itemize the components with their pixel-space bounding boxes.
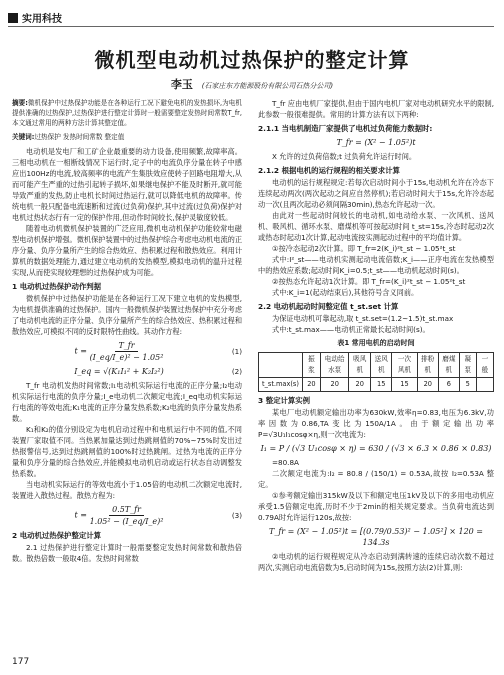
table-header-cell: 电动给水泵 bbox=[320, 353, 349, 378]
table-cell: 5 bbox=[459, 378, 476, 392]
list-item-note: 式中:I²_st——电动机实测起动电流倍数;K_i——正序电流在发热模型中的热效应系数;起动时间K_i=0.5;t_st——电动机起动时间(s)。 bbox=[258, 255, 494, 275]
subsection-heading: 2.1.1 当电机制造厂家提供了电机过负荷能力数据时: bbox=[258, 124, 433, 133]
paragraph: 随着电动机微机保护装置的广泛应用,微机电动机保护功能较常电磁型电动机保护增强。微机保护装置中的过热保护综合考虑电动机电流的正序分量、负序分量所产生的综合热效应、热积累过程和散热效应。利用计算机的数据处理能力,通过建立电动机的发热模型,模拟电动机的温升过程实现,从而使实现较理想的过热保护成为可能。 bbox=[12, 224, 243, 277]
table-header-row bbox=[259, 353, 494, 378]
equation-result: =80.8A bbox=[272, 458, 299, 467]
paragraph: T_fr 应由电机厂家提供,但由于国内电机厂家对电动机研究水平的限制,此参数一般很难提供。常用的计算方法有以下两种: bbox=[258, 99, 494, 119]
table-cell: 15 bbox=[392, 378, 417, 392]
eq1-number: (1) bbox=[231, 347, 242, 356]
paragraph: 由此对一些起动时间较长的电动机,如电动给水泵、一次风机、送风机、吸风机、循环水泵、磨煤机等可按起动时间 t_st=15s,冷态时起动2次或热态时起动1次计算,起动电流按实测起动过程中的平均值计算。 bbox=[258, 211, 494, 242]
table-cell: 20 bbox=[320, 378, 349, 392]
eq6-body: T_fr = (X² − 1.05²)t = [(0.79/0.53)² − 1.05²] × 120 = 134.3s bbox=[269, 527, 483, 547]
table-cell: 6 bbox=[439, 378, 460, 392]
table-header-cell: 送风机 bbox=[370, 353, 392, 378]
eq1-lhs: t = bbox=[74, 346, 88, 356]
paragraph: 当电动机实际运行的等效电流小于1.05倍的电动机二次额定电流时,装置进入散热过程。散热方程为: bbox=[12, 480, 242, 500]
list-item-note: 式中:K_i=1(起动结束后),其他符号含义同前。 bbox=[272, 288, 419, 297]
table-cell: 20 bbox=[349, 378, 371, 392]
section-label: 实用科技 bbox=[22, 14, 62, 25]
table-cell: t_st.max(s) bbox=[259, 378, 303, 392]
section-heading: 3 整定计算实例 bbox=[258, 396, 311, 405]
subsection-heading: 2.1.2 根据电机的运行规程的相关要求计算 bbox=[258, 166, 400, 175]
section-heading: 1 电动机过热保护动作判据 bbox=[12, 282, 102, 291]
paragraph: 微机保护中过热保护功能是在各种运行工况下建立电机的发热模型,为电机提供准确的过热保护。国内一般微机保护装置过热保护中充分考虑了电动机电流的正序分量、负序分量所产生的综合热效应、热积累过程和散热效应,可模拟不同的反时限特性曲线。其动作方程: bbox=[12, 294, 243, 336]
eq3-number: (3) bbox=[231, 511, 242, 520]
table-cell bbox=[476, 378, 493, 392]
table-header-cell: 吸风机 bbox=[349, 353, 371, 378]
table-cell: 15 bbox=[370, 378, 392, 392]
right-column bbox=[258, 98, 494, 573]
list-item: ①参考额定输出315kW及以下和额定电压1kV及以下的多用电动机应承受1.5倍额定电流,历时不少于2min的相关规定要求。当负荷电流达到0.79A时允许运行120s,故按: bbox=[258, 491, 494, 522]
table-header-cell: 振浆 bbox=[302, 353, 320, 378]
keywords-label: 关键词: bbox=[12, 133, 35, 141]
table-caption: 表1 常用电机的启动时间 bbox=[337, 339, 415, 347]
equation-5 bbox=[258, 443, 494, 454]
article-title: 微机型电动机过热保护的整定计算 bbox=[94, 48, 410, 72]
equation-1 bbox=[12, 340, 242, 363]
eq4-body: T_fr = (X² − 1.05²)t bbox=[336, 138, 416, 147]
author-name: 李玉 bbox=[170, 78, 193, 91]
equation-2 bbox=[12, 366, 242, 377]
eq3-lhs: t = bbox=[74, 510, 88, 520]
equation-6 bbox=[258, 526, 494, 548]
page-number: 177 bbox=[12, 657, 30, 667]
paragraph: 电动机是发电厂和工矿企业最重要的动力设备,使用频繁,故障率高。三相电动机在一相断线情况下运行时,定子中的电流负序分量在转子中感应出100Hz的电流,较高频率的电流产生集肤效应使转子回路电阻增大,从而可能产生严重的过热引起转子损坏,如果继电保护不能及时断开,就可能导致严重的发热,防止电机长时间过热运行,就可以降低电机的故障率。传统电机一般只配备电流速断和过流(过负荷)保护,其中过流(过负荷)保护对电机过热状态行有一定的保护作用,但动作时间较长,保护灵敏度较低。 bbox=[12, 147, 242, 222]
paragraph: 式中:t_st.max——电动机正常最长起动时间(s)。 bbox=[272, 325, 430, 334]
eq3-numerator: 0.5T_fr bbox=[109, 504, 144, 516]
header-rule bbox=[8, 26, 494, 27]
equation-4 bbox=[258, 137, 494, 148]
abstract-label: 摘要: bbox=[12, 99, 28, 107]
table-header-cell bbox=[259, 353, 303, 378]
left-column bbox=[12, 98, 242, 564]
subsection-heading: 2.2 电动机起动时间整定值 t_st.set 计算 bbox=[258, 302, 399, 311]
eq3-fraction bbox=[90, 504, 164, 527]
paragraph: 2.1 过热保护进行整定计算时一般需要整定发热时间常数和散热倍数。散热倍数一般取4倍。发热时间常数 bbox=[12, 543, 242, 563]
list-item: ②按热态允许起动1次计算。即 T_fr=(K_i)²t_st − 1.05²t_st bbox=[272, 277, 466, 286]
eq3-denominator: 1.05² − (I_eq/I_e)² bbox=[89, 517, 164, 526]
table-header-cell: 一次风机 bbox=[392, 353, 417, 378]
eq1-denominator: (I_eq/I_e)² − 1.05² bbox=[89, 353, 164, 362]
paragraph: 二次额定电流为:I₂ = 80.8 / (150/1) = 0.53A,故按 I₂=0.53A 整定。 bbox=[258, 469, 494, 489]
paragraph: 为保证电动机可靠起动,取 t_st.set=(1.2~1.5)t_st.max bbox=[272, 314, 454, 323]
equation-3 bbox=[12, 504, 242, 527]
journal-section-header bbox=[8, 10, 62, 25]
startup-time-table bbox=[258, 352, 494, 392]
paragraph: K₁和K₂的值分别设定为电机启动过程中和电机运行中不同的值,不同装置厂家取值不同。当热累加量达到过热跳闸值的70%~75%时发出过热报警信号,达到过热跳闸值的100%时过热跳闸。过热为电流的正序分量和负序分量的综合热效应,并能模拟电动机启动或运行状态自动调整发热系数。 bbox=[12, 425, 242, 478]
eq2-number: (2) bbox=[231, 367, 242, 376]
abstract-text: 微机保护中过热保护功能是在各种运行工况下避免电机的发热损坏,为电机提供准确的过热保护,过热保护进行整定计算时一般需要整定发热时间常数T_fr,本文通过常用的两种方法计算其整定值。 bbox=[12, 99, 242, 127]
abstract bbox=[12, 98, 242, 128]
table-row bbox=[259, 378, 494, 392]
list-item: ①按冷态起动2次计算。即 T_fr=2(K_i)²t_st − 1.05²t_st bbox=[272, 244, 456, 253]
paragraph: X 允许的过负荷倍数;t 过负荷允许运行时间。 bbox=[272, 152, 417, 161]
paragraph: 电动机的运行规程规定:若每次启动时间小于15s,电动机允许在冷态下连续起动两次(两次起动之间应自然停机);若启动时间大于15s,允许冷态起动一次(且两次起动必须间隔30min),热态允许起动一次。 bbox=[258, 178, 494, 209]
paragraph: T_fr 电动机发热时间常数;I₁电动机实际运行电流的正序分量;I₂电动机实际运行电流的负序分量;I_e电动机二次额定电流;I_eq电动机实际运行电流的等效电流;K₁电流的正序分量发热系数;K₂电流的负序分量发热系数。 bbox=[12, 381, 242, 423]
section-heading: 2 电动机过热保护整定计算 bbox=[12, 531, 102, 540]
eq1-numerator: T_fr bbox=[115, 340, 137, 352]
table-header-cell: 凝泵 bbox=[459, 353, 476, 378]
list-item: ②电动机的运行规程规定从冷态启动到满转速的连续启动次数不超过两次,实测启动电流倍数为5,启动时间为15s,按照方法(2)计算,则: bbox=[258, 552, 494, 572]
eq2-body: I_eq = √(K₁I₁² + K₂I₂²) bbox=[74, 367, 164, 376]
paragraph: 某电厂电动机额定输出功率为630kW,效率η=0.83,电压为6.3kV,功率因数为0.86,TA变比为150A/1A。由于额定输出功率 P=√3U₁I₁cosφ×η,则一次电流为: bbox=[258, 408, 494, 439]
eq5-body: I₁ = P / (√3 U₁cosφ × η) = 630 / (√3 × 6.3 × 0.86 × 0.83) bbox=[260, 444, 492, 453]
table-cell: 20 bbox=[417, 378, 439, 392]
table-header-cell: 磨煤机 bbox=[439, 353, 460, 378]
eq1-fraction bbox=[90, 340, 164, 363]
keywords-text: 过热保护 发热时间常数 整定值 bbox=[34, 133, 125, 141]
author-line bbox=[0, 76, 504, 92]
author-affiliation: (石家庄东方能源股份有限公司石热分公司) bbox=[201, 82, 334, 90]
keywords bbox=[12, 132, 242, 142]
table-header-cell: 一般 bbox=[476, 353, 493, 378]
table-header-cell: 排粉机 bbox=[417, 353, 439, 378]
section-square-icon bbox=[8, 13, 18, 23]
table-cell: 20 bbox=[302, 378, 320, 392]
